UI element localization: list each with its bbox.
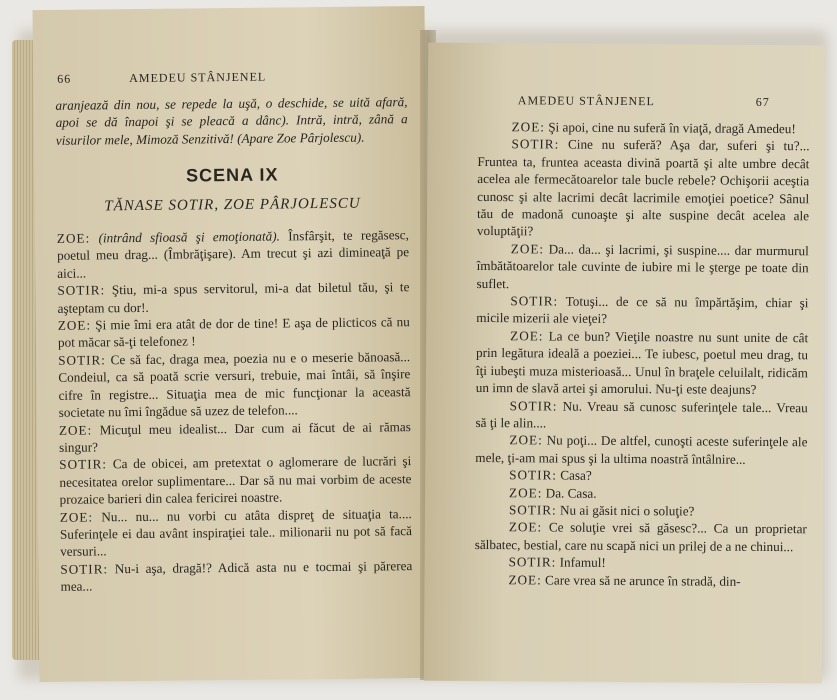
scene-characters: TĂNASE SOTIR, ZOE PÂRJOLESCU (104, 195, 361, 214)
speaker-name: SOTIR: (59, 456, 108, 473)
speaker-name: ZOE: (509, 432, 543, 448)
intro-text: aranjează din nou, se repede la uşă, o deschide, se uită afară, apoi se dă înapoi şi se pleacă a dânc). Intră, intră, zână a visurilor mele, Mimoză Senzitivă! (Apare Zoe Pârjolescu). (55, 94, 408, 148)
dialogue-line (475, 466, 807, 486)
speaker-name: SOTIR: (508, 502, 557, 518)
speech-text: Şi mie îmi era atât de dor de tine! E aşa de plicticos că nu pot măcar să-ţi telefonez ! (57, 314, 410, 351)
dialogue-line (477, 135, 810, 242)
dialogue-line (476, 327, 808, 399)
dialogue-line (59, 452, 412, 508)
speech-text: Cine nu suferă? Aşa dar, suferi şi tu?... Fruntea ta, fruntea aceasta divină poartă şi alte umbre decât acelea ale fermecătoarelor tale bucle rebele? Ochişorii aceştia cunosc şi alte lacrimi decât lacrimile emoţiei poetice? Sânul tău de madonă cunoaşte şi alte suspine decât acelea ale voluptăţii? (476, 137, 810, 239)
right-running-title: AMEDEU STÂNJENEL (517, 93, 655, 109)
speaker-name: SOTIR: (509, 397, 558, 414)
speaker-name: SOTIR: (509, 467, 558, 483)
speech-text: Ca de obicei, am pretextat o aglomerare de lucrări şi necesitatea orelor suplimentare... Dar să nu mai vorbim de aceste prozaice barieri din calea fericirei noastre. (59, 453, 412, 507)
speech-text: Da. Casa. (545, 484, 597, 501)
speaker-name: SOTIR: (508, 554, 557, 570)
left-page (32, 6, 431, 682)
dialogue-line (476, 292, 808, 329)
speech-text: Da... da... şi lacrimi, şi suspine.... dar murmurul îmbătătoarelor tale cuvinte de iubire mi le şterge pe toate din suflet. (476, 241, 809, 291)
dialogue-line (478, 118, 810, 138)
dialogue-line (475, 483, 807, 503)
speech-text: Nu. Vreau să cunosc suferinţele tale... Vreau să ţi le alin.... (475, 398, 808, 431)
right-dialogue (474, 118, 809, 590)
speech-text: Totuşi... de ce să nu împărtăşim, chiar şi micile mizerii ale vieţei? (476, 293, 809, 327)
left-running-title: AMEDEU STÂNJENEL (129, 69, 267, 86)
scene-title: SCENA IX (185, 164, 279, 186)
speaker-name: SOTIR: (60, 561, 109, 577)
speech-text: Casa? (560, 467, 592, 483)
speaker-name: SOTIR: (511, 136, 560, 152)
left-page-number: 66 (57, 71, 72, 86)
right-running-head (478, 93, 810, 110)
dialogue-line (476, 396, 808, 433)
dialogue-line (59, 418, 411, 456)
speech-text: Infamul! (559, 554, 606, 571)
left-body (55, 93, 420, 595)
dialogue-line (475, 518, 807, 555)
dialogue-line (475, 553, 807, 573)
speech-text: Nu poţi... De altfel, cunoşti aceste suferinţele ale mele, ţi-am mai spus şi la ultima noastră întâlnire... (475, 432, 808, 467)
speech-text: Nu-i aşa, dragă!? Adică asta nu e tocmai şi părerea mea... (60, 557, 413, 594)
speech-text: La ce bun? Vieţile noastre nu sunt unite de cât prin legătura ideală a poeziei... Te iubesc, poetul meu drag, tu îţi iubeşti muza misterioasă... Unul în braţele celuilalt, ridicăm un imn de slavă artei şi amorului. Nu-ţi este deajuns? (475, 328, 809, 398)
dialogue-line (57, 226, 410, 282)
dialogue-line (475, 431, 807, 468)
left-running-head (55, 68, 415, 87)
dialogue-line (60, 505, 413, 561)
speaker-name: SOTIR: (58, 352, 107, 368)
speaker-name: ZOE: (59, 508, 94, 525)
dialogue-line (58, 348, 411, 421)
speech-text: Ştiu, mi-a spus servitorul, mi-a dat biletul tău, şi te aşteptam cu dor!. (57, 279, 410, 316)
speaker-name: ZOE: (510, 241, 545, 257)
speaker-name: ZOE: (508, 519, 543, 535)
speaker-name: ZOE: (510, 328, 544, 344)
speech-text: Nu ai găsit nici o soluţie? (559, 502, 695, 519)
speaker-name: ZOE: (511, 119, 546, 135)
left-dialogue (57, 226, 413, 595)
speaker-name: SOTIR: (510, 293, 559, 309)
speaker-name: ZOE: (508, 571, 542, 587)
speaker-name: ZOE: (58, 421, 93, 438)
dialogue-line (476, 240, 808, 295)
speaker-name: ZOE: (57, 317, 92, 333)
speaker-name: ZOE: (509, 484, 543, 500)
speech-text: Care vrea să ne arunce în stradă, din- (545, 572, 741, 589)
speech-text: Ce să fac, draga mea, poezia nu e o meserie bănoasă... Condeiul, ca să poată scrie versuri, trebuie, mai întâi, să înşire cifre în registre... Situaţia mea de mic funcţionar la această societate nu îmi îngădue să uzez de telefon.... (58, 349, 411, 420)
speech-text: Nu... nu... nu vorbi cu atâta dispreţ de situaţia ta.... Suferinţele ei dau avânt inspiraţiei tale.. milionarii nu pot să facă versuri... (59, 505, 413, 560)
dialogue-line (57, 278, 409, 316)
dialogue-line (58, 313, 410, 351)
right-page (424, 43, 826, 684)
speaker-name: SOTIR: (57, 282, 106, 299)
right-page-number: 67 (755, 94, 770, 110)
speech-text: Însfârşit, te regăsesc, poetul meu drag... (Îmbrăţişare). Am trecut şi azi dimineaţă pe aici... (56, 227, 410, 281)
speech-text: Micuţul meu idealist... Dar cum ai făcut de ai rămas singur? (58, 418, 411, 455)
speech-text: Ce soluţie vrei să găsesc?... Ca un proprietar sălbatec, bestial, care nu scapă nici un prilej de a ne chinui... (474, 519, 807, 554)
dialogue-line (60, 557, 412, 595)
speaker-name: ZOE: (56, 230, 91, 246)
stage-direction: (intrând sfioasă şi emoţionată). (98, 228, 280, 246)
speech-text: Şi apoi, cine nu suferă în viaţă, dragă Amedeu! (548, 119, 796, 137)
dialogue-line (474, 571, 806, 591)
